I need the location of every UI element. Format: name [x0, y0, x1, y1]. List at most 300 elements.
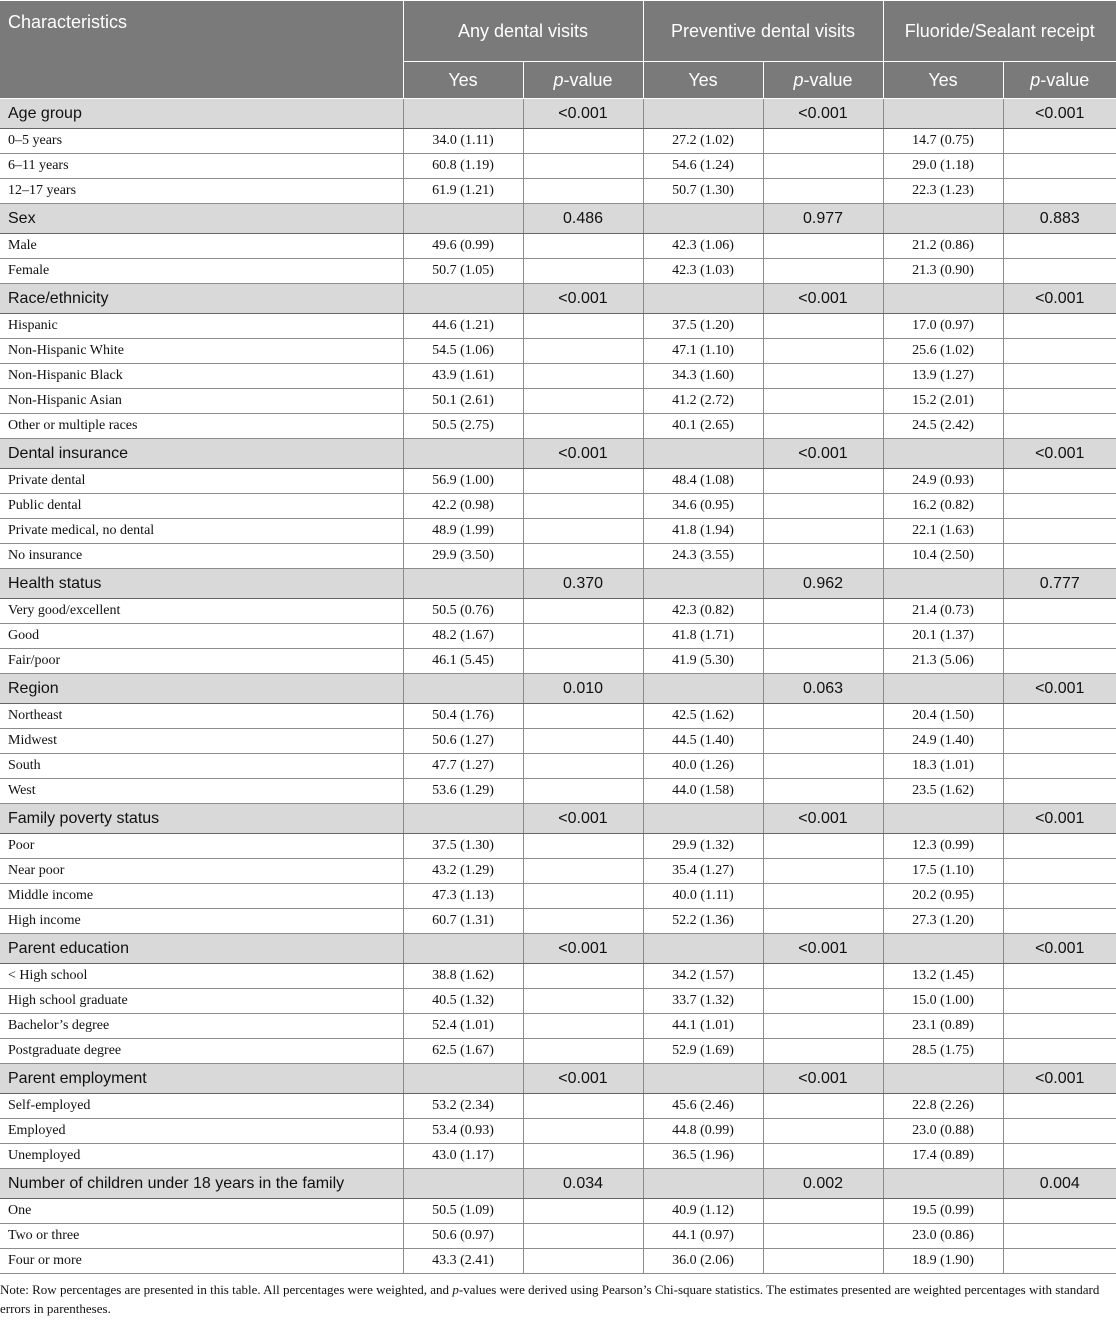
row-yes-value: 22.8 (2.26) — [883, 1094, 1003, 1119]
row-yes-value: 24.5 (2.42) — [883, 414, 1003, 439]
row-yes-value: 13.2 (1.45) — [883, 964, 1003, 989]
note-text-1: Note: Row percentages are presented in this table. All percentages were weighted, and — [0, 1282, 453, 1297]
table-row — [0, 779, 1116, 804]
row-p-value-empty — [523, 1249, 643, 1274]
category-label: Region — [0, 674, 403, 704]
row-yes-value: 44.6 (1.21) — [403, 314, 523, 339]
table-row — [0, 364, 1116, 389]
row-yes-value: 18.3 (1.01) — [883, 754, 1003, 779]
row-yes-value: 22.3 (1.23) — [883, 179, 1003, 204]
row-p-value-empty — [523, 1014, 643, 1039]
row-yes-value: 23.0 (0.86) — [883, 1224, 1003, 1249]
row-p-value-empty — [523, 259, 643, 284]
row-yes-value: 28.5 (1.75) — [883, 1039, 1003, 1064]
category-yes-cell — [643, 99, 763, 129]
row-yes-value: 48.9 (1.99) — [403, 519, 523, 544]
row-p-value-empty — [763, 1144, 883, 1169]
row-p-value-empty — [523, 989, 643, 1014]
row-p-value-empty — [1003, 624, 1116, 649]
table-row — [0, 234, 1116, 259]
row-yes-value: 44.5 (1.40) — [643, 729, 763, 754]
category-label: Number of children under 18 years in the family — [0, 1169, 403, 1199]
row-yes-value: 12.3 (0.99) — [883, 834, 1003, 859]
row-p-value-empty — [1003, 1094, 1116, 1119]
category-yes-cell — [403, 1064, 523, 1094]
row-label: Female — [0, 259, 403, 284]
category-label: Age group — [0, 99, 403, 129]
row-yes-value: 49.6 (0.99) — [403, 234, 523, 259]
table-note — [0, 1274, 1116, 1318]
row-yes-value: 44.1 (0.97) — [643, 1224, 763, 1249]
table-row — [0, 179, 1116, 204]
row-yes-value: 13.9 (1.27) — [883, 364, 1003, 389]
row-p-value-empty — [523, 964, 643, 989]
table-row — [0, 129, 1116, 154]
row-p-value-empty — [523, 234, 643, 259]
row-yes-value: 14.7 (0.75) — [883, 129, 1003, 154]
category-row — [0, 569, 1116, 599]
row-p-value-empty — [1003, 964, 1116, 989]
row-yes-value: 40.0 (1.11) — [643, 884, 763, 909]
row-p-value-empty — [763, 1199, 883, 1224]
row-yes-value: 21.3 (5.06) — [883, 649, 1003, 674]
row-p-value-empty — [763, 1119, 883, 1144]
row-p-value-empty — [1003, 649, 1116, 674]
row-p-value-empty — [1003, 469, 1116, 494]
row-yes-value: 34.0 (1.11) — [403, 129, 523, 154]
yes-header: Yes — [403, 62, 523, 99]
row-yes-value: 40.5 (1.32) — [403, 989, 523, 1014]
row-label: South — [0, 754, 403, 779]
row-p-value-empty — [763, 544, 883, 569]
row-yes-value: 50.1 (2.61) — [403, 389, 523, 414]
row-p-value-empty — [763, 859, 883, 884]
row-p-value-empty — [1003, 1249, 1116, 1274]
category-yes-cell — [403, 804, 523, 834]
row-yes-value: 40.0 (1.26) — [643, 754, 763, 779]
row-label: Middle income — [0, 884, 403, 909]
row-p-value-empty — [763, 519, 883, 544]
row-p-value-empty — [763, 259, 883, 284]
row-p-value-empty — [1003, 259, 1116, 284]
category-p-value: 0.777 — [1003, 569, 1116, 599]
row-label: Good — [0, 624, 403, 649]
row-yes-value: 15.2 (2.01) — [883, 389, 1003, 414]
row-p-value-empty — [1003, 494, 1116, 519]
note-p-italic: p — [452, 1282, 459, 1297]
category-yes-cell — [643, 1064, 763, 1094]
category-row — [0, 99, 1116, 129]
p-value-suffix: -value — [563, 70, 613, 90]
row-label: < High school — [0, 964, 403, 989]
row-p-value-empty — [763, 964, 883, 989]
category-yes-cell — [883, 99, 1003, 129]
row-label: Hispanic — [0, 314, 403, 339]
category-p-value: 0.034 — [523, 1169, 643, 1199]
row-label: Unemployed — [0, 1144, 403, 1169]
row-yes-value: 29.9 (3.50) — [403, 544, 523, 569]
row-p-value-empty — [1003, 779, 1116, 804]
row-p-value-empty — [523, 414, 643, 439]
table-row — [0, 544, 1116, 569]
category-row — [0, 674, 1116, 704]
row-p-value-empty — [523, 1039, 643, 1064]
row-yes-value: 20.2 (0.95) — [883, 884, 1003, 909]
category-row — [0, 934, 1116, 964]
row-yes-value: 33.7 (1.32) — [643, 989, 763, 1014]
row-yes-value: 24.9 (0.93) — [883, 469, 1003, 494]
row-p-value-empty — [763, 834, 883, 859]
row-label: Midwest — [0, 729, 403, 754]
row-p-value-empty — [763, 469, 883, 494]
row-label: West — [0, 779, 403, 804]
row-yes-value: 21.2 (0.86) — [883, 234, 1003, 259]
row-label: Self-employed — [0, 1094, 403, 1119]
category-p-value: <0.001 — [523, 284, 643, 314]
row-label: Non-Hispanic Asian — [0, 389, 403, 414]
p-value-header — [763, 62, 883, 99]
row-yes-value: 62.5 (1.67) — [403, 1039, 523, 1064]
row-p-value-empty — [1003, 754, 1116, 779]
row-yes-value: 37.5 (1.30) — [403, 834, 523, 859]
any-dental-visits-header: Any dental visits — [403, 1, 643, 62]
row-yes-value: 44.0 (1.58) — [643, 779, 763, 804]
table-row — [0, 314, 1116, 339]
category-p-value: <0.001 — [763, 99, 883, 129]
row-p-value-empty — [1003, 1039, 1116, 1064]
table-row — [0, 414, 1116, 439]
row-p-value-empty — [523, 469, 643, 494]
row-p-value-empty — [763, 1014, 883, 1039]
row-p-value-empty — [763, 1094, 883, 1119]
row-p-value-empty — [1003, 884, 1116, 909]
category-p-value: 0.962 — [763, 569, 883, 599]
row-p-value-empty — [1003, 1014, 1116, 1039]
row-label: Non-Hispanic White — [0, 339, 403, 364]
row-p-value-empty — [763, 414, 883, 439]
row-yes-value: 17.4 (0.89) — [883, 1144, 1003, 1169]
row-p-value-empty — [763, 494, 883, 519]
row-p-value-empty — [1003, 414, 1116, 439]
category-p-value: <0.001 — [1003, 804, 1116, 834]
row-p-value-empty — [1003, 339, 1116, 364]
row-yes-value: 15.0 (1.00) — [883, 989, 1003, 1014]
row-p-value-empty — [523, 599, 643, 624]
row-label: Non-Hispanic Black — [0, 364, 403, 389]
row-yes-value: 38.8 (1.62) — [403, 964, 523, 989]
row-yes-value: 17.0 (0.97) — [883, 314, 1003, 339]
row-label: High school graduate — [0, 989, 403, 1014]
row-yes-value: 47.7 (1.27) — [403, 754, 523, 779]
category-yes-cell — [883, 804, 1003, 834]
row-yes-value: 46.1 (5.45) — [403, 649, 523, 674]
category-p-value: 0.370 — [523, 569, 643, 599]
row-p-value-empty — [523, 1119, 643, 1144]
row-label: No insurance — [0, 544, 403, 569]
row-p-value-empty — [763, 704, 883, 729]
category-yes-cell — [883, 674, 1003, 704]
category-yes-cell — [643, 674, 763, 704]
row-yes-value: 35.4 (1.27) — [643, 859, 763, 884]
table-row — [0, 494, 1116, 519]
row-p-value-empty — [523, 1224, 643, 1249]
row-p-value-empty — [763, 779, 883, 804]
row-p-value-empty — [1003, 1144, 1116, 1169]
category-p-value: <0.001 — [1003, 439, 1116, 469]
row-p-value-empty — [1003, 154, 1116, 179]
row-label: Fair/poor — [0, 649, 403, 674]
table-row — [0, 339, 1116, 364]
row-label: Public dental — [0, 494, 403, 519]
category-p-value: <0.001 — [1003, 1064, 1116, 1094]
category-yes-cell — [883, 284, 1003, 314]
table-row — [0, 154, 1116, 179]
category-yes-cell — [883, 569, 1003, 599]
row-p-value-empty — [523, 884, 643, 909]
row-yes-value: 44.1 (1.01) — [643, 1014, 763, 1039]
row-yes-value: 42.3 (0.82) — [643, 599, 763, 624]
row-p-value-empty — [523, 834, 643, 859]
row-label: Very good/excellent — [0, 599, 403, 624]
category-row — [0, 804, 1116, 834]
row-p-value-empty — [763, 1039, 883, 1064]
row-yes-value: 50.5 (1.09) — [403, 1199, 523, 1224]
table-row — [0, 909, 1116, 934]
table-row — [0, 834, 1116, 859]
category-row — [0, 1169, 1116, 1199]
row-p-value-empty — [763, 1249, 883, 1274]
row-yes-value: 43.2 (1.29) — [403, 859, 523, 884]
row-p-value-empty — [523, 754, 643, 779]
row-p-value-empty — [1003, 909, 1116, 934]
category-yes-cell — [643, 569, 763, 599]
row-p-value-empty — [1003, 389, 1116, 414]
row-label: One — [0, 1199, 403, 1224]
table-row — [0, 1144, 1116, 1169]
category-p-value: <0.001 — [1003, 284, 1116, 314]
category-p-value: <0.001 — [523, 439, 643, 469]
row-p-value-empty — [523, 1094, 643, 1119]
row-label: Employed — [0, 1119, 403, 1144]
category-yes-cell — [643, 204, 763, 234]
category-p-value: <0.001 — [523, 99, 643, 129]
row-yes-value: 42.5 (1.62) — [643, 704, 763, 729]
row-yes-value: 40.9 (1.12) — [643, 1199, 763, 1224]
row-label: Male — [0, 234, 403, 259]
row-p-value-empty — [763, 624, 883, 649]
category-label: Family poverty status — [0, 804, 403, 834]
row-yes-value: 21.4 (0.73) — [883, 599, 1003, 624]
row-yes-value: 53.4 (0.93) — [403, 1119, 523, 1144]
table-row — [0, 1119, 1116, 1144]
row-yes-value: 41.2 (2.72) — [643, 389, 763, 414]
row-label: Private medical, no dental — [0, 519, 403, 544]
row-yes-value: 50.5 (2.75) — [403, 414, 523, 439]
row-yes-value: 37.5 (1.20) — [643, 314, 763, 339]
row-p-value-empty — [1003, 129, 1116, 154]
row-p-value-empty — [763, 234, 883, 259]
table-body — [0, 99, 1116, 1274]
category-yes-cell — [403, 284, 523, 314]
preventive-dental-visits-header: Preventive dental visits — [643, 1, 883, 62]
yes-header: Yes — [883, 62, 1003, 99]
row-yes-value: 50.6 (1.27) — [403, 729, 523, 754]
category-row — [0, 1064, 1116, 1094]
row-p-value-empty — [523, 519, 643, 544]
row-yes-value: 47.1 (1.10) — [643, 339, 763, 364]
row-p-value-empty — [1003, 989, 1116, 1014]
row-p-value-empty — [523, 314, 643, 339]
row-p-value-empty — [523, 649, 643, 674]
row-label: Poor — [0, 834, 403, 859]
p-value-header — [1003, 62, 1116, 99]
row-yes-value: 44.8 (0.99) — [643, 1119, 763, 1144]
category-yes-cell — [883, 1064, 1003, 1094]
category-p-value: 0.010 — [523, 674, 643, 704]
table-row — [0, 259, 1116, 284]
category-p-value: <0.001 — [1003, 99, 1116, 129]
row-p-value-empty — [1003, 364, 1116, 389]
row-label: 6–11 years — [0, 154, 403, 179]
category-p-value: <0.001 — [763, 1064, 883, 1094]
row-yes-value: 50.7 (1.30) — [643, 179, 763, 204]
row-yes-value: 40.1 (2.65) — [643, 414, 763, 439]
row-yes-value: 10.4 (2.50) — [883, 544, 1003, 569]
row-label: Bachelor’s degree — [0, 1014, 403, 1039]
row-p-value-empty — [763, 884, 883, 909]
category-p-value: <0.001 — [523, 804, 643, 834]
category-label: Race/ethnicity — [0, 284, 403, 314]
row-p-value-empty — [1003, 729, 1116, 754]
row-label: Two or three — [0, 1224, 403, 1249]
table-row — [0, 1039, 1116, 1064]
row-yes-value: 50.4 (1.76) — [403, 704, 523, 729]
category-p-value: <0.001 — [1003, 674, 1116, 704]
row-p-value-empty — [763, 314, 883, 339]
category-p-value: <0.001 — [523, 934, 643, 964]
row-yes-value: 18.9 (1.90) — [883, 1249, 1003, 1274]
note-text-2: -values were derived using Pearson’s Chi-square statistics. The estimates presented are weighted percentages with standard errors in parentheses. — [0, 1282, 1100, 1316]
row-p-value-empty — [523, 154, 643, 179]
row-yes-value: 42.3 (1.06) — [643, 234, 763, 259]
row-yes-value: 23.5 (1.62) — [883, 779, 1003, 804]
row-yes-value: 43.9 (1.61) — [403, 364, 523, 389]
row-yes-value: 34.6 (0.95) — [643, 494, 763, 519]
row-label: Near poor — [0, 859, 403, 884]
row-yes-value: 50.6 (0.97) — [403, 1224, 523, 1249]
row-label: Postgraduate degree — [0, 1039, 403, 1064]
characteristics-header: Characteristics — [0, 1, 403, 99]
category-label: Sex — [0, 204, 403, 234]
row-p-value-empty — [763, 179, 883, 204]
p-value-header — [523, 62, 643, 99]
row-p-value-empty — [523, 704, 643, 729]
category-yes-cell — [403, 204, 523, 234]
row-label: Northeast — [0, 704, 403, 729]
row-yes-value: 25.6 (1.02) — [883, 339, 1003, 364]
row-p-value-empty — [763, 364, 883, 389]
table-row — [0, 389, 1116, 414]
row-p-value-empty — [763, 339, 883, 364]
p-value-suffix: -value — [1040, 70, 1090, 90]
row-p-value-empty — [763, 129, 883, 154]
row-yes-value: 41.8 (1.94) — [643, 519, 763, 544]
row-label: Four or more — [0, 1249, 403, 1274]
table-row — [0, 519, 1116, 544]
table-row — [0, 649, 1116, 674]
category-p-value: <0.001 — [1003, 934, 1116, 964]
table-row — [0, 599, 1116, 624]
row-p-value-empty — [523, 909, 643, 934]
row-label: 0–5 years — [0, 129, 403, 154]
row-p-value-empty — [523, 339, 643, 364]
row-yes-value: 24.9 (1.40) — [883, 729, 1003, 754]
category-row — [0, 204, 1116, 234]
row-yes-value: 22.1 (1.63) — [883, 519, 1003, 544]
table-row — [0, 624, 1116, 649]
row-label: High income — [0, 909, 403, 934]
category-p-value: 0.063 — [763, 674, 883, 704]
row-label: 12–17 years — [0, 179, 403, 204]
category-yes-cell — [883, 204, 1003, 234]
row-yes-value: 21.3 (0.90) — [883, 259, 1003, 284]
row-p-value-empty — [523, 729, 643, 754]
table-row — [0, 729, 1116, 754]
row-p-value-empty — [523, 494, 643, 519]
category-row — [0, 284, 1116, 314]
row-yes-value: 56.9 (1.00) — [403, 469, 523, 494]
row-p-value-empty — [763, 729, 883, 754]
table-header — [0, 1, 1116, 99]
table-row — [0, 859, 1116, 884]
row-yes-value: 52.4 (1.01) — [403, 1014, 523, 1039]
p-letter: p — [1030, 70, 1041, 90]
row-yes-value: 43.0 (1.17) — [403, 1144, 523, 1169]
row-yes-value: 43.3 (2.41) — [403, 1249, 523, 1274]
row-p-value-empty — [763, 599, 883, 624]
table-row — [0, 1249, 1116, 1274]
row-p-value-empty — [763, 389, 883, 414]
row-yes-value: 48.4 (1.08) — [643, 469, 763, 494]
row-yes-value: 52.9 (1.69) — [643, 1039, 763, 1064]
row-yes-value: 27.2 (1.02) — [643, 129, 763, 154]
category-p-value: 0.977 — [763, 204, 883, 234]
row-yes-value: 60.8 (1.19) — [403, 154, 523, 179]
row-p-value-empty — [1003, 704, 1116, 729]
row-p-value-empty — [763, 754, 883, 779]
row-yes-value: 27.3 (1.20) — [883, 909, 1003, 934]
row-p-value-empty — [523, 389, 643, 414]
table-row — [0, 704, 1116, 729]
row-yes-value: 20.4 (1.50) — [883, 704, 1003, 729]
category-p-value: <0.001 — [763, 284, 883, 314]
row-yes-value: 54.6 (1.24) — [643, 154, 763, 179]
row-p-value-empty — [763, 1224, 883, 1249]
category-p-value: <0.001 — [763, 934, 883, 964]
category-yes-cell — [403, 569, 523, 599]
row-p-value-empty — [1003, 1224, 1116, 1249]
p-value-suffix: -value — [803, 70, 853, 90]
row-p-value-empty — [763, 154, 883, 179]
row-yes-value: 50.5 (0.76) — [403, 599, 523, 624]
table-row — [0, 1014, 1116, 1039]
row-yes-value: 29.0 (1.18) — [883, 154, 1003, 179]
row-yes-value: 29.9 (1.32) — [643, 834, 763, 859]
table-row — [0, 964, 1116, 989]
row-yes-value: 17.5 (1.10) — [883, 859, 1003, 884]
row-p-value-empty — [1003, 1119, 1116, 1144]
row-yes-value: 61.9 (1.21) — [403, 179, 523, 204]
